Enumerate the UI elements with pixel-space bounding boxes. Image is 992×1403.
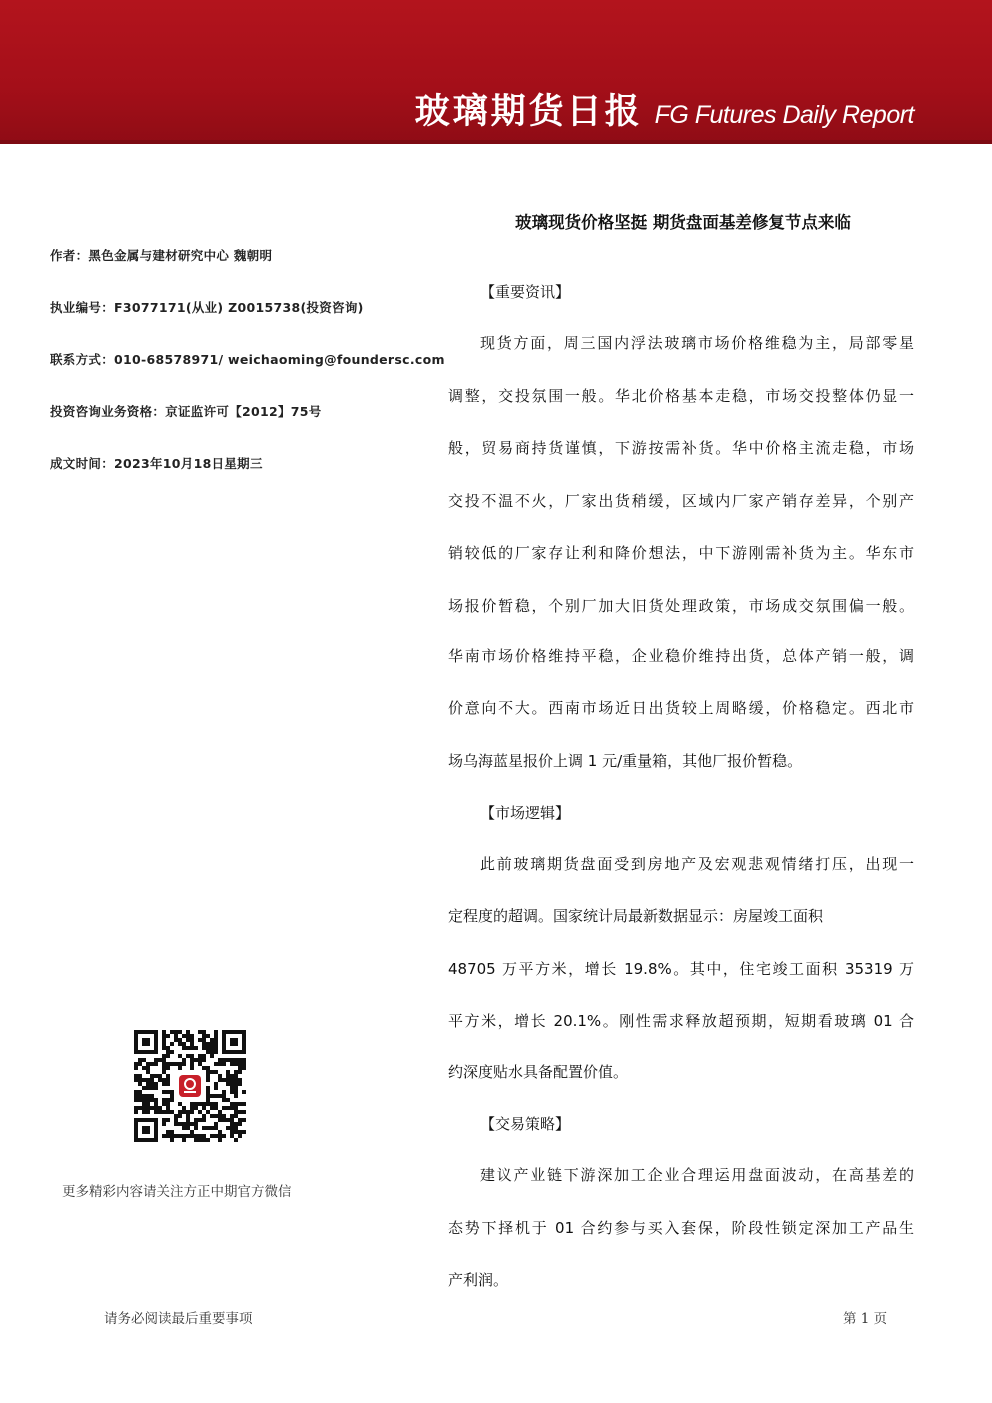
report-title-en: FG Futures Daily Report bbox=[654, 101, 914, 129]
paragraph-line: 约深度贴水具备配置价值。 bbox=[448, 1063, 629, 1081]
qualification-line: 投资咨询业务资格：京证监许可【2012】75号 bbox=[50, 404, 322, 419]
footer-notice: 请务必阅读最后重要事项 bbox=[104, 1311, 253, 1327]
header-divider bbox=[0, 140, 992, 144]
author-line: 作者：黑色金属与建材研究中心 魏朝明 bbox=[50, 248, 273, 263]
date-line: 成文时间：2023年10月18日星期三 bbox=[50, 456, 263, 471]
paragraph-line: 平方米，增长 20.1%。刚性需求释放超预期，短期看玻璃 01 合 bbox=[448, 1012, 914, 1030]
paragraph-line: 场乌海蓝星报价上调 1 元/重量箱，其他厂报价暂稳。 bbox=[448, 752, 803, 770]
report-title-cn: 玻璃期货日报 bbox=[414, 92, 643, 132]
section-heading-news: 【重要资讯】 bbox=[480, 283, 571, 301]
page-number: 第 1 页 bbox=[843, 1311, 888, 1327]
paragraph-line: 48705 万平方米，增长 19.8%。其中，住宅竣工面积 35319 万 bbox=[448, 960, 914, 978]
paragraph-line: 价意向不大。西南市场近日出货较上周略缓，价格稳定。西北市 bbox=[448, 699, 914, 717]
section-heading-strategy: 【交易策略】 bbox=[480, 1115, 571, 1133]
paragraph-line: 场报价暂稳，个别厂加大旧货处理政策，市场成交氛围偏一般。 bbox=[448, 597, 914, 615]
paragraph-line: 建议产业链下游深加工企业合理运用盘面波动，在高基差的 bbox=[480, 1166, 914, 1184]
license-line: 执业编号：F3077171(从业) Z0015738(投资咨询) bbox=[50, 300, 364, 315]
wechat-qr-code bbox=[134, 1030, 246, 1142]
article-title: 玻璃现货价格坚挺 期货盘面基差修复节点来临 bbox=[515, 213, 851, 232]
qr-caption: 更多精彩内容请关注方正中期官方微信 bbox=[62, 1184, 292, 1200]
paragraph-line: 此前玻璃期货盘面受到房地产及宏观悲观情绪打压，出现一 bbox=[480, 855, 914, 873]
paragraph-line: 现货方面，周三国内浮法玻璃市场价格维稳为主，局部零星 bbox=[480, 334, 914, 352]
paragraph-line: 般，贸易商持货谨慎，下游按需补货。华中价格主流走稳，市场 bbox=[448, 439, 914, 457]
paragraph-line: 产利润。 bbox=[448, 1271, 509, 1289]
paragraph-line: 态势下择机于 01 合约参与买入套保，阶段性锁定深加工产品生 bbox=[448, 1219, 914, 1237]
paragraph-line: 销较低的厂家存让利和降价想法，中下游刚需补货为主。华东市 bbox=[448, 544, 914, 562]
paragraph-line: 华南市场价格维持平稳，企业稳价维持出货，总体产销一般，调 bbox=[448, 647, 914, 665]
paragraph-line: 调整，交投氛围一般。华北价格基本走稳，市场交投整体仍显一 bbox=[448, 387, 914, 405]
paragraph-line: 定程度的超调。国家统计局最新数据显示：房屋竣工面积 bbox=[448, 907, 824, 925]
report-header-title bbox=[415, 84, 914, 134]
contact-line: 联系方式：010-68578971/ weichaoming@foundersc.com bbox=[50, 352, 445, 367]
paragraph-line: 交投不温不火，厂家出货稍缓，区域内厂家产销存差异，个别产 bbox=[448, 492, 914, 510]
section-heading-logic: 【市场逻辑】 bbox=[480, 804, 571, 822]
